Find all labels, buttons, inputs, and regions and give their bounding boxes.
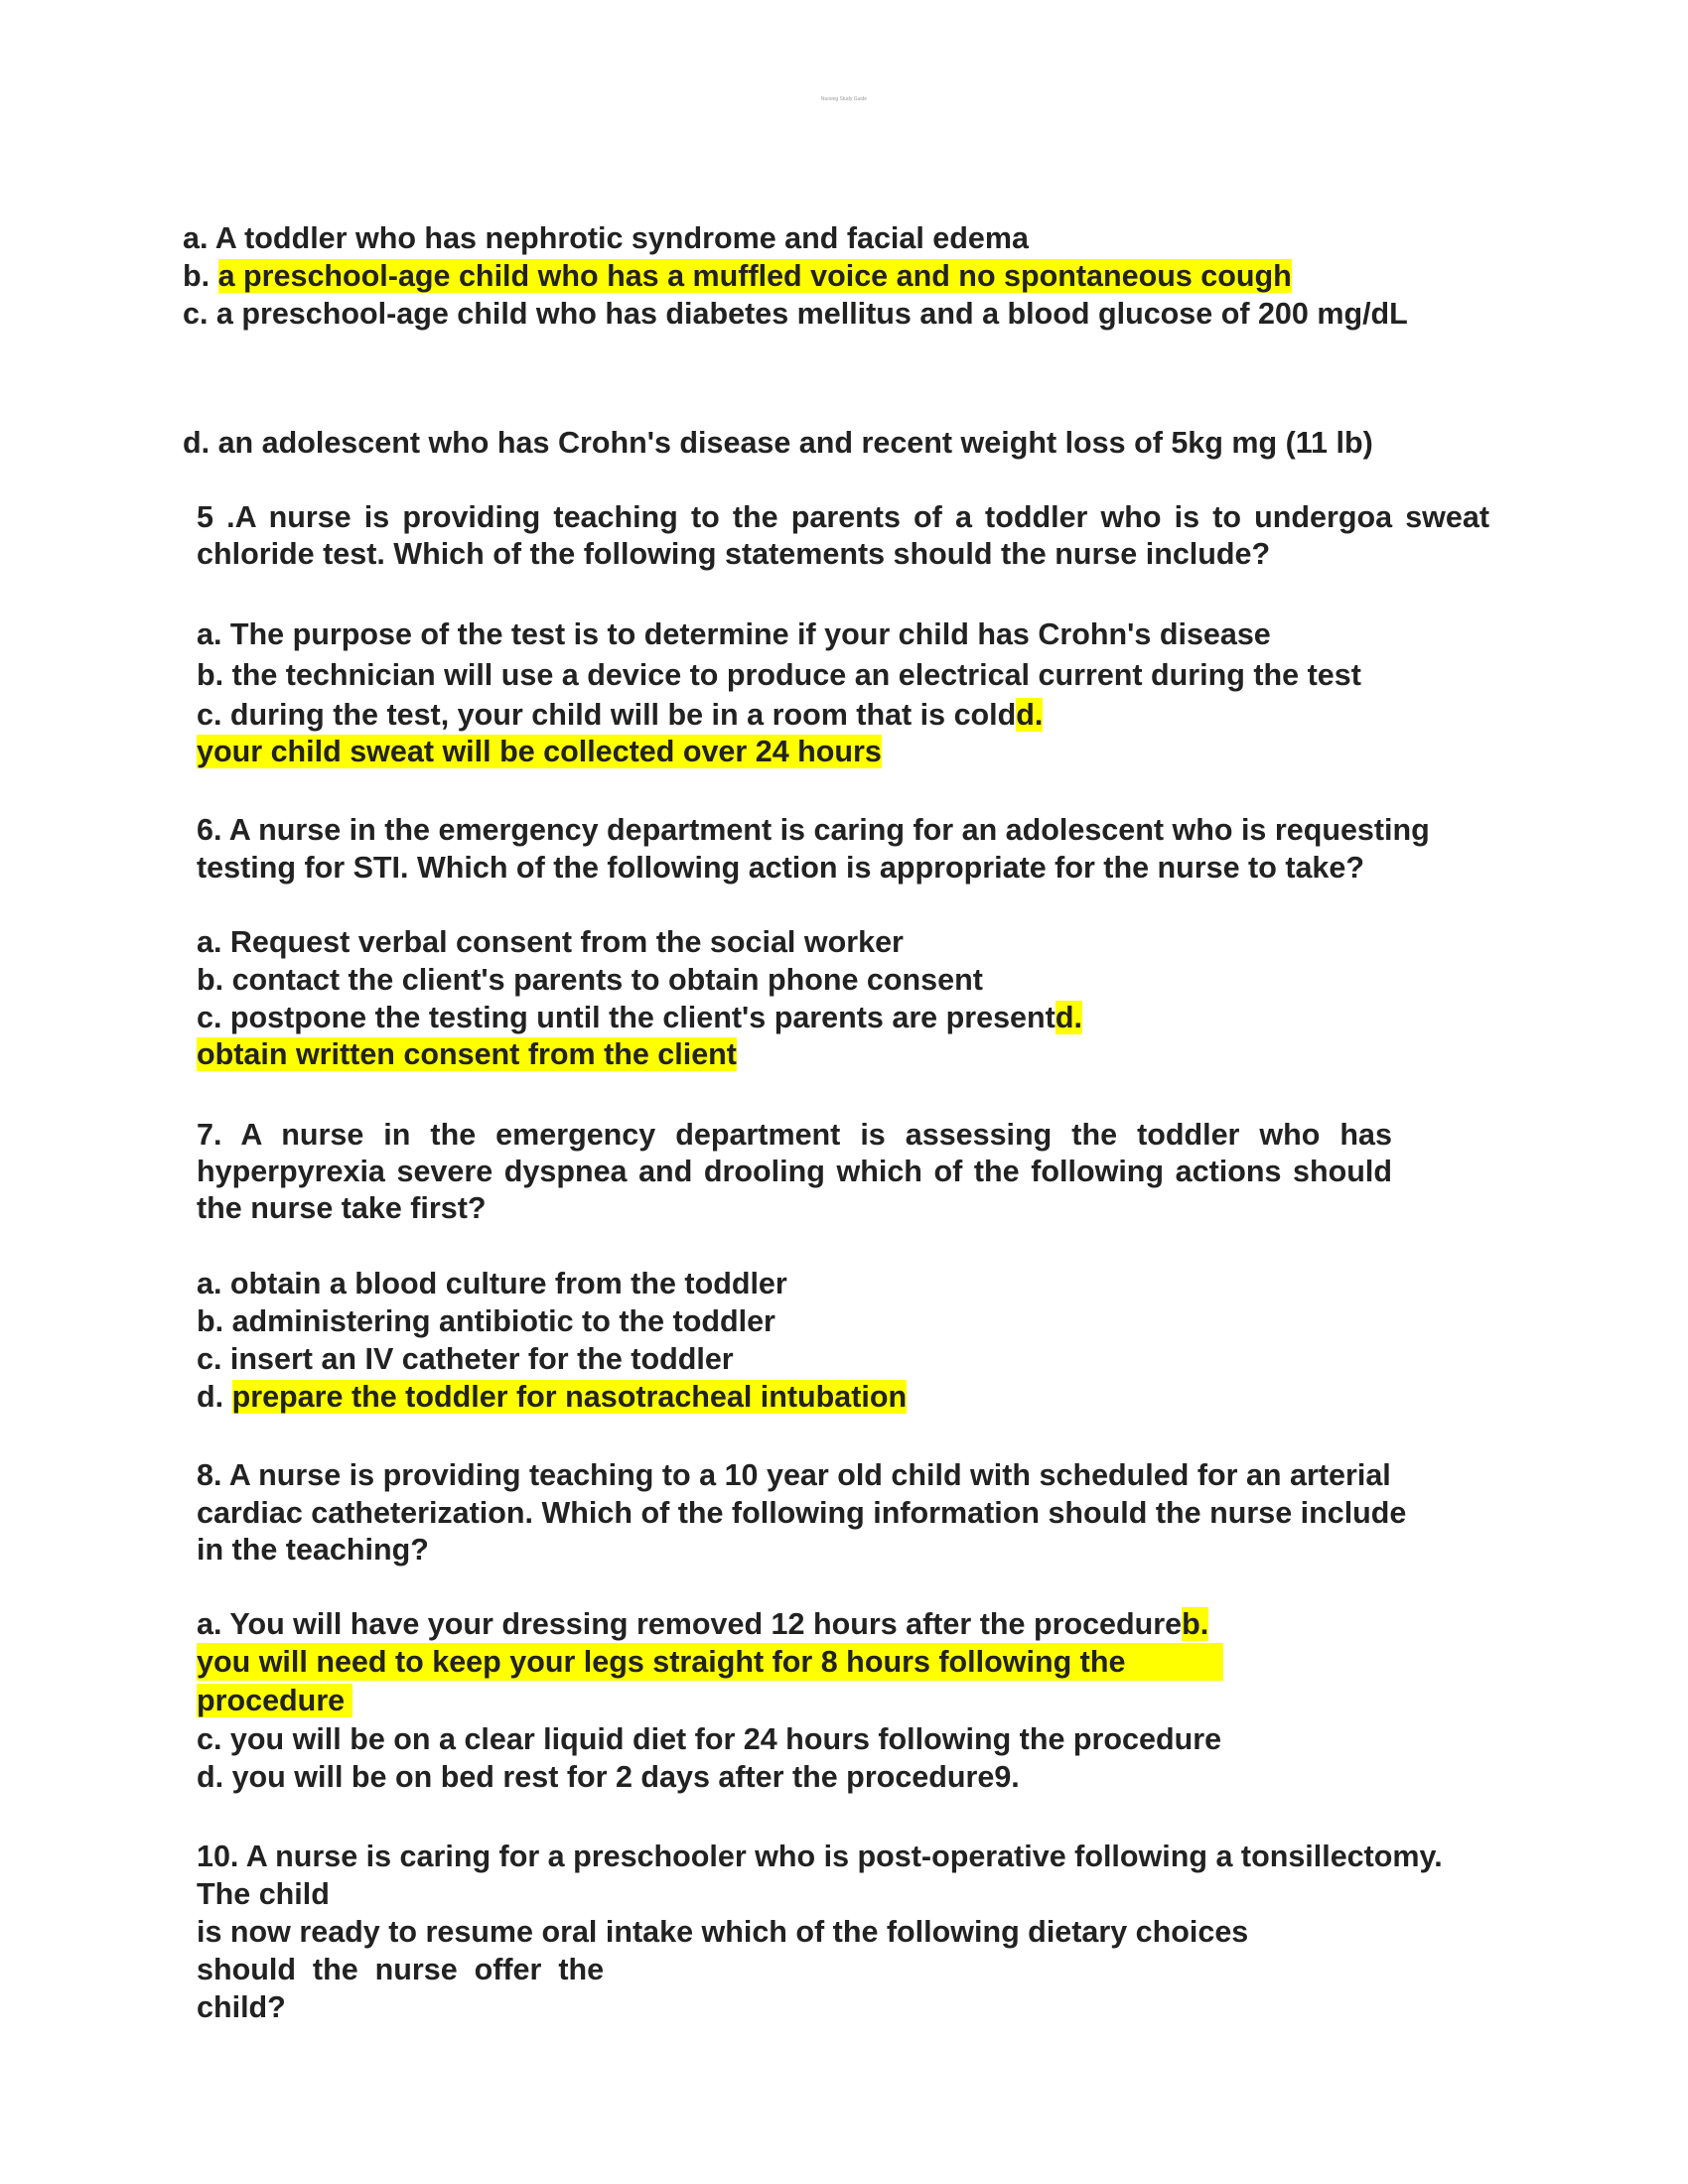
q5-stem-line1-text: 5 .A nurse is providing teaching to the parents of a toddler who is to undergoa sweat bbox=[197, 500, 1489, 534]
q4-option-b bbox=[183, 257, 1292, 295]
page-header: Nursing Study Guide bbox=[820, 96, 868, 102]
q10-stem-line3: is now ready to resume oral intake which of the following dietary choices bbox=[197, 1915, 1249, 1949]
q5-option-a: a. The purpose of the test is to determine if your child has Crohn's disease bbox=[197, 617, 1271, 651]
q6-stem-line2: testing for STI. Which of the following action is appropriate for the nurse to take? bbox=[197, 851, 1364, 885]
q5-stem-line2: chloride test. Which of the following statements should the nurse include? bbox=[197, 537, 1271, 571]
q5-option-d bbox=[197, 733, 882, 770]
q7-stem-line1-text: 7. A nurse in the emergency department is assessing the toddler who has bbox=[197, 1118, 1392, 1152]
q4-option-a: a. A toddler who has nephrotic syndrome and facial edema bbox=[183, 221, 1029, 255]
q7-option-d-marker: d. bbox=[197, 1380, 232, 1414]
q6-stem-line1: 6. A nurse in the emergency department is caring for an adolescent who is requesting bbox=[197, 813, 1430, 847]
q6-option-c-text: c. postpone the testing until the client's parents are present bbox=[197, 1001, 1055, 1034]
q7-stem-line2-text: hyperpyrexia severe dyspnea and drooling which of the following actions should bbox=[197, 1155, 1392, 1188]
q8-option-b-line1: you will need to keep your legs straight for 8 hours following the bbox=[197, 1643, 1223, 1681]
q5-stem-line1 bbox=[197, 498, 1489, 536]
q10-stem-line2: The child bbox=[197, 1877, 330, 1911]
q7-option-a: a. obtain a blood culture from the toddler bbox=[197, 1267, 787, 1300]
q5-option-d-marker: d. bbox=[1016, 698, 1044, 732]
q7-option-c: c. insert an IV catheter for the toddler bbox=[197, 1342, 734, 1376]
q7-stem-line3: the nurse take first? bbox=[197, 1191, 487, 1225]
q8-option-b-line2-highlighted: procedure bbox=[197, 1684, 352, 1717]
q8-option-a-text: a. You will have your dressing removed 12 hours after the procedure bbox=[197, 1607, 1183, 1641]
q10-stem-line4: should the nurse offer the bbox=[197, 1953, 605, 1986]
q5-option-b: b. the technician will use a device to produce an electrical current during the test bbox=[197, 658, 1361, 692]
q6-option-d-highlighted: obtain written consent from the client bbox=[197, 1037, 737, 1071]
q8-option-b-marker: b. bbox=[1182, 1607, 1209, 1641]
q10-stem-line1: 10. A nurse is caring for a preschooler who is post-operative following a tonsillectomy. bbox=[197, 1840, 1443, 1873]
q7-option-b: b. administering antibiotic to the toddler bbox=[197, 1304, 775, 1338]
q7-stem-line1 bbox=[197, 1116, 1392, 1154]
q7-stem-line2 bbox=[197, 1153, 1392, 1190]
q5-option-d-highlighted: your child sweat will be collected over 24 hours bbox=[197, 735, 882, 768]
q7-option-d bbox=[197, 1378, 907, 1416]
q8-stem-line1: 8. A nurse is providing teaching to a 10 year old child with scheduled for an arterial bbox=[197, 1458, 1391, 1492]
q8-option-c: c. you will be on a clear liquid diet for 24 hours following the procedure bbox=[197, 1722, 1222, 1756]
q6-option-d bbox=[197, 1035, 737, 1073]
q8-stem-line2: cardiac catheterization. Which of the following information should the nurse include bbox=[197, 1496, 1407, 1530]
q5-option-c-text: c. during the test, your child will be in a room that is cold bbox=[197, 698, 1017, 732]
q6-option-b: b. contact the client's parents to obtain phone consent bbox=[197, 963, 983, 997]
q8-option-b-line2 bbox=[197, 1682, 352, 1719]
q6-option-c bbox=[197, 999, 1082, 1036]
q6-option-d-marker: d. bbox=[1055, 1001, 1082, 1034]
q8-option-a bbox=[197, 1605, 1208, 1643]
q8-option-d: d. you will be on bed rest for 2 days after the procedure9. bbox=[197, 1760, 1020, 1794]
q4-option-d: d. an adolescent who has Crohn's disease and recent weight loss of 5kg mg (11 lb) bbox=[183, 426, 1373, 460]
q4-option-c: c. a preschool-age child who has diabetes mellitus and a blood glucose of 200 mg/dL bbox=[183, 297, 1408, 331]
q10-stem-line5: child? bbox=[197, 1990, 286, 2024]
q7-option-d-highlighted: prepare the toddler for nasotracheal intubation bbox=[231, 1380, 908, 1414]
q4-option-b-highlighted: a preschool-age child who has a muffled voice and no spontaneous cough bbox=[217, 259, 1292, 293]
q6-option-a: a. Request verbal consent from the social worker bbox=[197, 925, 904, 959]
q5-option-c bbox=[197, 696, 1043, 734]
q8-stem-line3: in the teaching? bbox=[197, 1533, 429, 1567]
q4-option-b-marker: b. bbox=[183, 259, 218, 293]
